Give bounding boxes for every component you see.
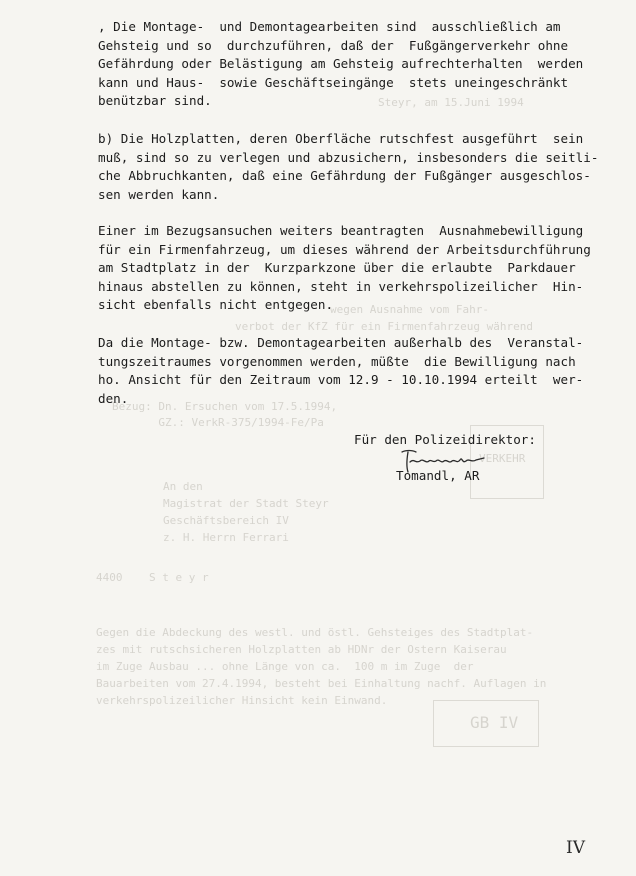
ghost-line: Gegen die Abdeckung des westl. und östl. Gehsteiges des Stadtplat-	[96, 626, 534, 639]
ghost-line: 4400 S t e y r	[96, 571, 209, 584]
signature-title: Für den Polizeidirektor:	[354, 432, 536, 447]
text-line: , Die Montage- und Demontagearbeiten sind ausschließlich am	[98, 19, 561, 34]
text-line: Gefährdung oder Belästigung am Gehsteig aufrechterhalten werden	[98, 56, 584, 72]
page-mark: IV	[566, 838, 585, 858]
ghost-line: Bezug: Dn. Ersuchen vom 17.5.1994,	[112, 400, 338, 413]
paragraph-c	[98, 222, 598, 315]
ghost-line: im Zuge Ausbau ... ohne Länge von ca. 100 m im Zuge der	[96, 660, 474, 673]
paragraph-d	[98, 334, 598, 408]
ghost-line: z. H. Herrn Ferrari	[163, 531, 289, 544]
text-line: tungszeitraumes vorgenommen werden, müßte die Bewilligung nach	[98, 353, 576, 369]
paragraph-a	[98, 18, 598, 111]
text-line: sen werden kann.	[98, 186, 220, 202]
text-line: Da die Montage- bzw. Demontagearbeiten außerhalb des Veranstal-	[98, 335, 584, 350]
ghost-line: Geschäftsbereich IV	[163, 514, 289, 527]
ghost-stamp: VERKEHR	[470, 425, 544, 499]
text-line: b) Die Holzplatten, deren Oberfläche rutschfest ausgeführt sein	[98, 131, 584, 146]
ghost-line: zes mit rutschsicheren Holzplatten ab HDNr der Ostern Kaiserau	[96, 643, 507, 656]
text-line: ho. Ansicht für den Zeitraum vom 12.9 - 10.10.1994 erteilt wer-	[98, 372, 584, 388]
ghost-line: verbot der KfZ für ein Firmenfahrzeug während	[235, 320, 534, 333]
paragraph-b	[98, 130, 598, 204]
text-line: muß, sind so zu verlegen und abzusichern, insbesonders die seitli-	[98, 149, 599, 165]
ghost-stamp-2: GB IV	[433, 700, 539, 747]
text-line: für ein Firmenfahrzeug, um dieses während der Arbeitsdurchführung	[98, 241, 591, 257]
ghost-line: Magistrat der Stadt Steyr	[163, 497, 329, 510]
text-line: am Stadtplatz in der Kurzparkzone über die erlaubte Parkdauer	[98, 260, 576, 276]
text-line: kann und Haus- sowie Geschäftseingänge stets uneingeschränkt	[98, 74, 569, 90]
text-line: che Abbruchkanten, daß eine Gefährdung der Fußgänger ausgeschlos-	[98, 168, 591, 184]
text-line: hinaus abstellen zu können, steht in verkehrspolizeilicher Hin-	[98, 278, 584, 294]
text-line: den.	[98, 390, 129, 406]
ghost-line: wegen Ausnahme vom Fahr-	[330, 303, 489, 316]
signature-name: Tomandl, AR	[396, 468, 480, 483]
ghost-line: GZ.: VerkR-375/1994-Fe/Pa	[112, 416, 324, 429]
text-line: Gehsteig und so durchzuführen, daß der Fußgängerverkehr ohne	[98, 37, 569, 53]
ghost-line: Bauarbeiten vom 27.4.1994, besteht bei Einhaltung nachf. Auflagen in	[96, 677, 547, 690]
ghost-line: An den	[163, 480, 203, 493]
text-line: sicht ebenfalls nicht entgegen.	[98, 297, 334, 313]
text-line: benützbar sind.	[98, 93, 212, 109]
text-line: Einer im Bezugsansuchen weiters beantragten Ausnahmebewilligung	[98, 223, 584, 238]
ghost-line: Steyr, am 15.Juni 1994	[378, 96, 524, 109]
ghost-line: verkehrspolizeilicher Hinsicht kein Einwand.	[96, 694, 388, 707]
